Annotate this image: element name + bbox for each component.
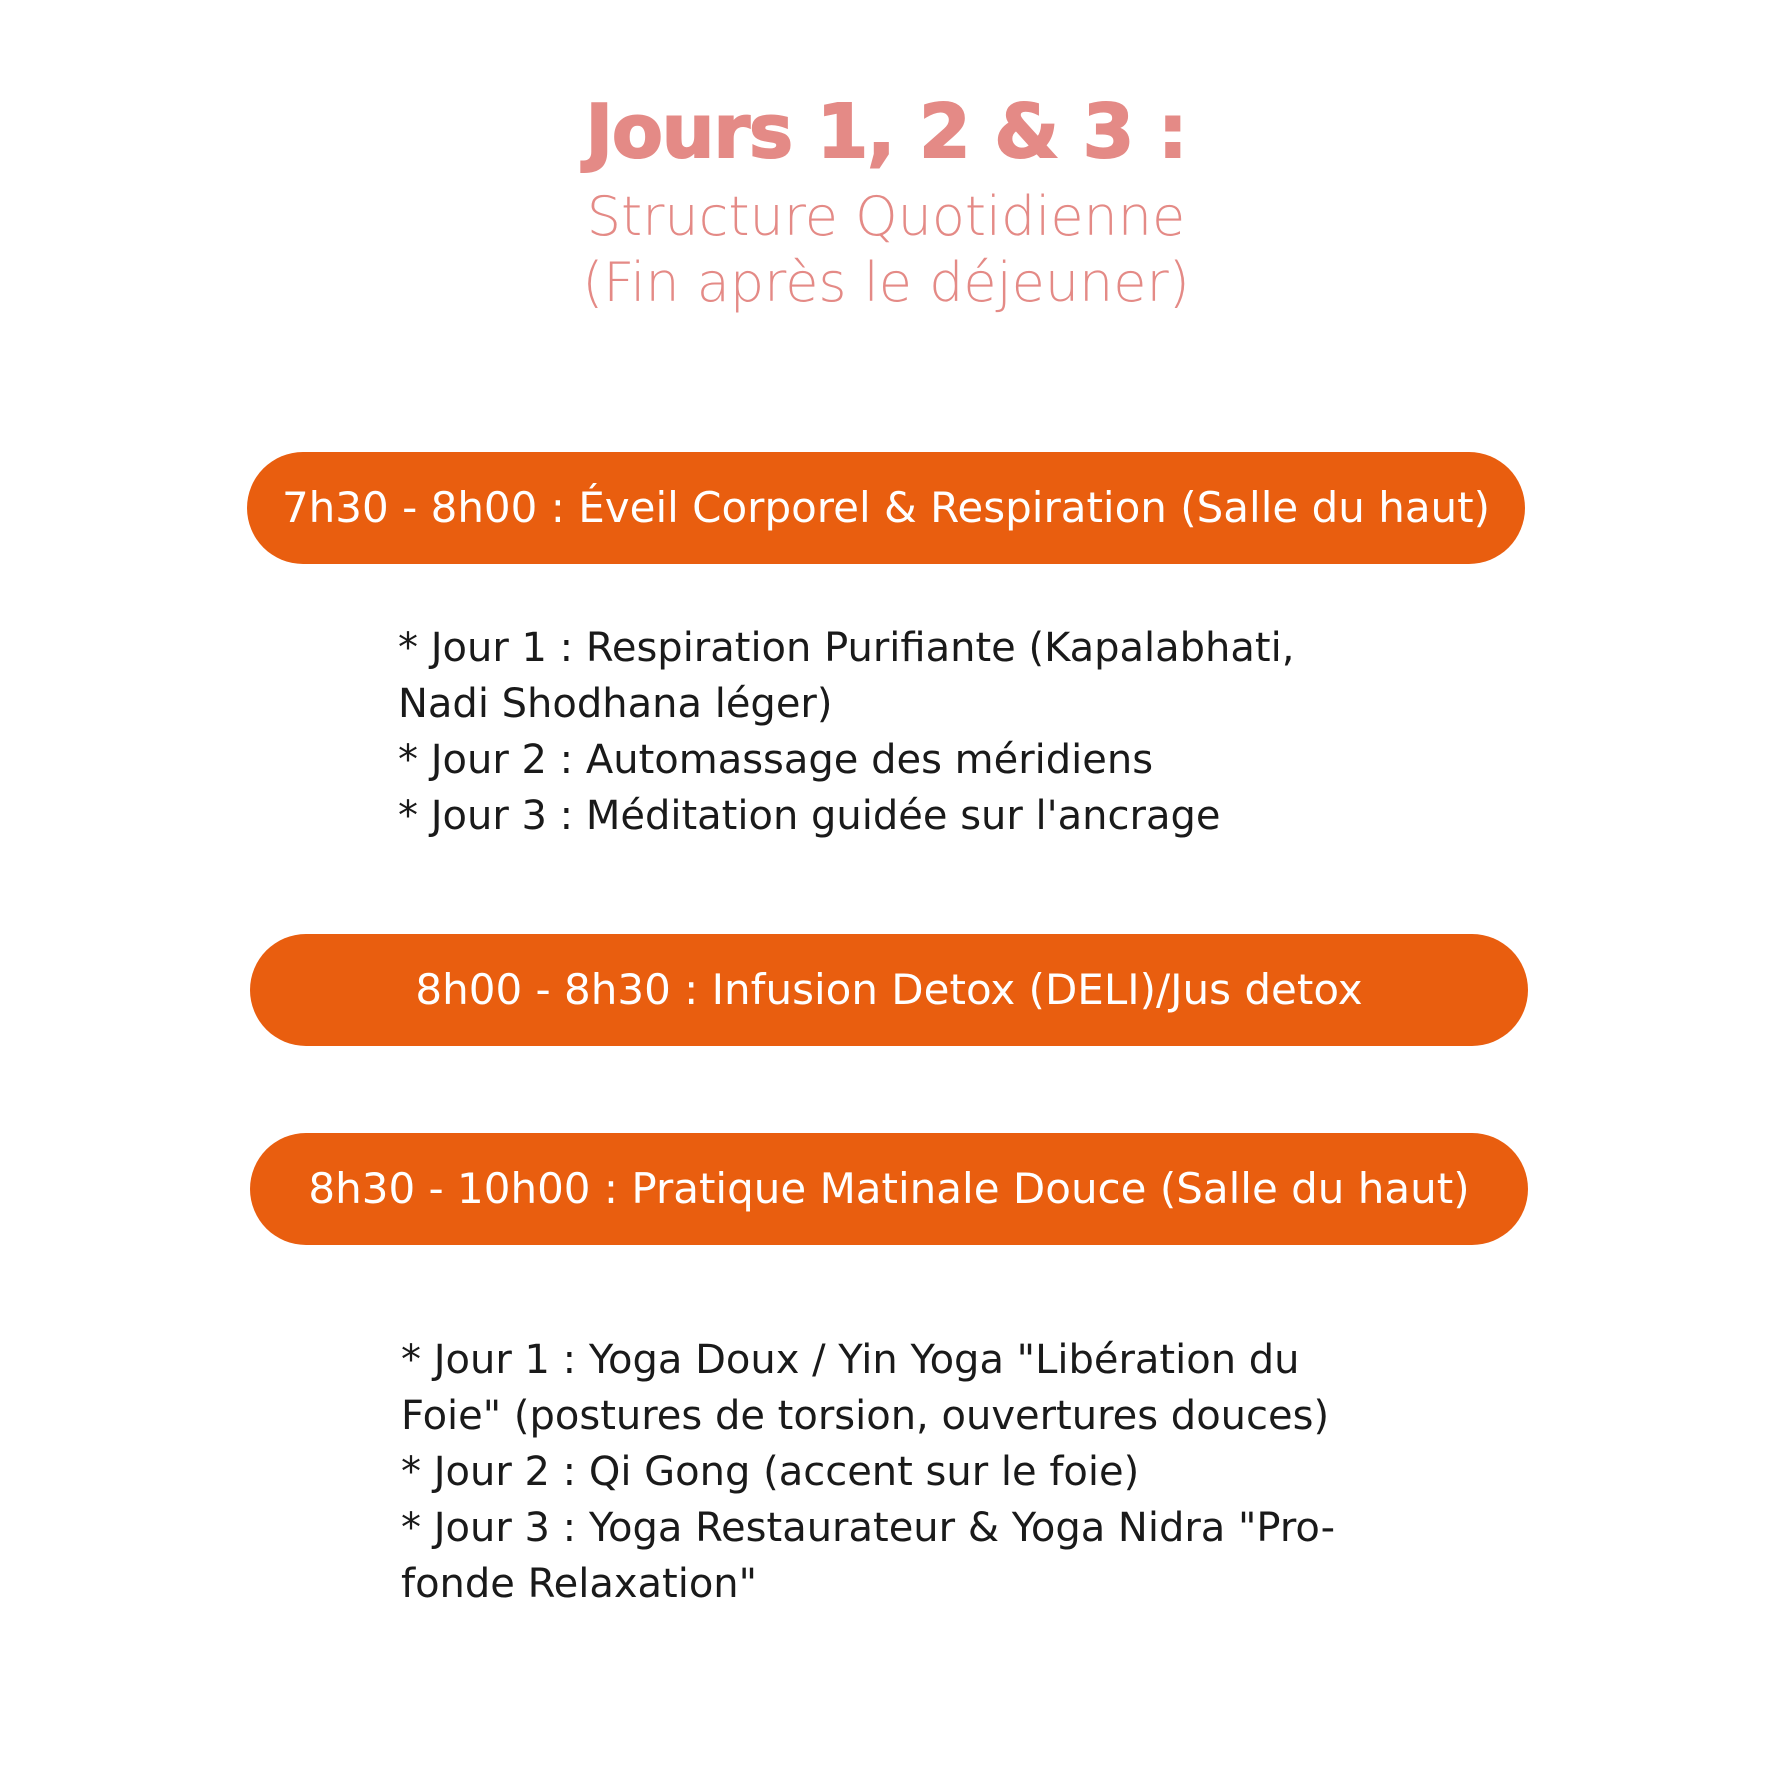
detail-line: * Jour 1 : Respiration Purifiante (Kapalabhati,: [398, 625, 1295, 671]
detail-line: * Jour 3 : Méditation guidée sur l'ancrage: [398, 793, 1221, 839]
session-banner-infusion: 8h00 - 8h30 : Infusion Detox (DELI)/Jus detox: [250, 934, 1528, 1046]
detail-line: Nadi Shodhana léger): [398, 681, 833, 727]
session-banner-pratique: 8h30 - 10h00 : Pratique Matinale Douce (Salle du haut): [250, 1133, 1528, 1245]
detail-line: * Jour 1 : Yoga Doux / Yin Yoga "Libération du: [401, 1337, 1300, 1383]
detail-line: * Jour 3 : Yoga Restaurateur & Yoga Nidra "Pro-: [401, 1505, 1336, 1551]
page-subtitle-line-2: (Fin après le déjeuner): [582, 251, 1190, 314]
detail-line: Foie" (postures de torsion, ouvertures douces): [401, 1393, 1330, 1439]
page-title: Jours 1, 2 & 3 :: [585, 89, 1187, 175]
session-banner-eveil: 7h30 - 8h00 : Éveil Corporel & Respiration (Salle du haut): [247, 452, 1525, 564]
page-subtitle-line-1: Structure Quotidienne: [586, 185, 1186, 248]
detail-line: * Jour 2 : Qi Gong (accent sur le foie): [401, 1449, 1140, 1495]
session-details-eveil: [398, 620, 1294, 844]
session-details-pratique: [401, 1332, 1335, 1612]
detail-line: fonde Relaxation": [401, 1561, 758, 1607]
detail-line: * Jour 2 : Automassage des méridiens: [398, 737, 1154, 783]
